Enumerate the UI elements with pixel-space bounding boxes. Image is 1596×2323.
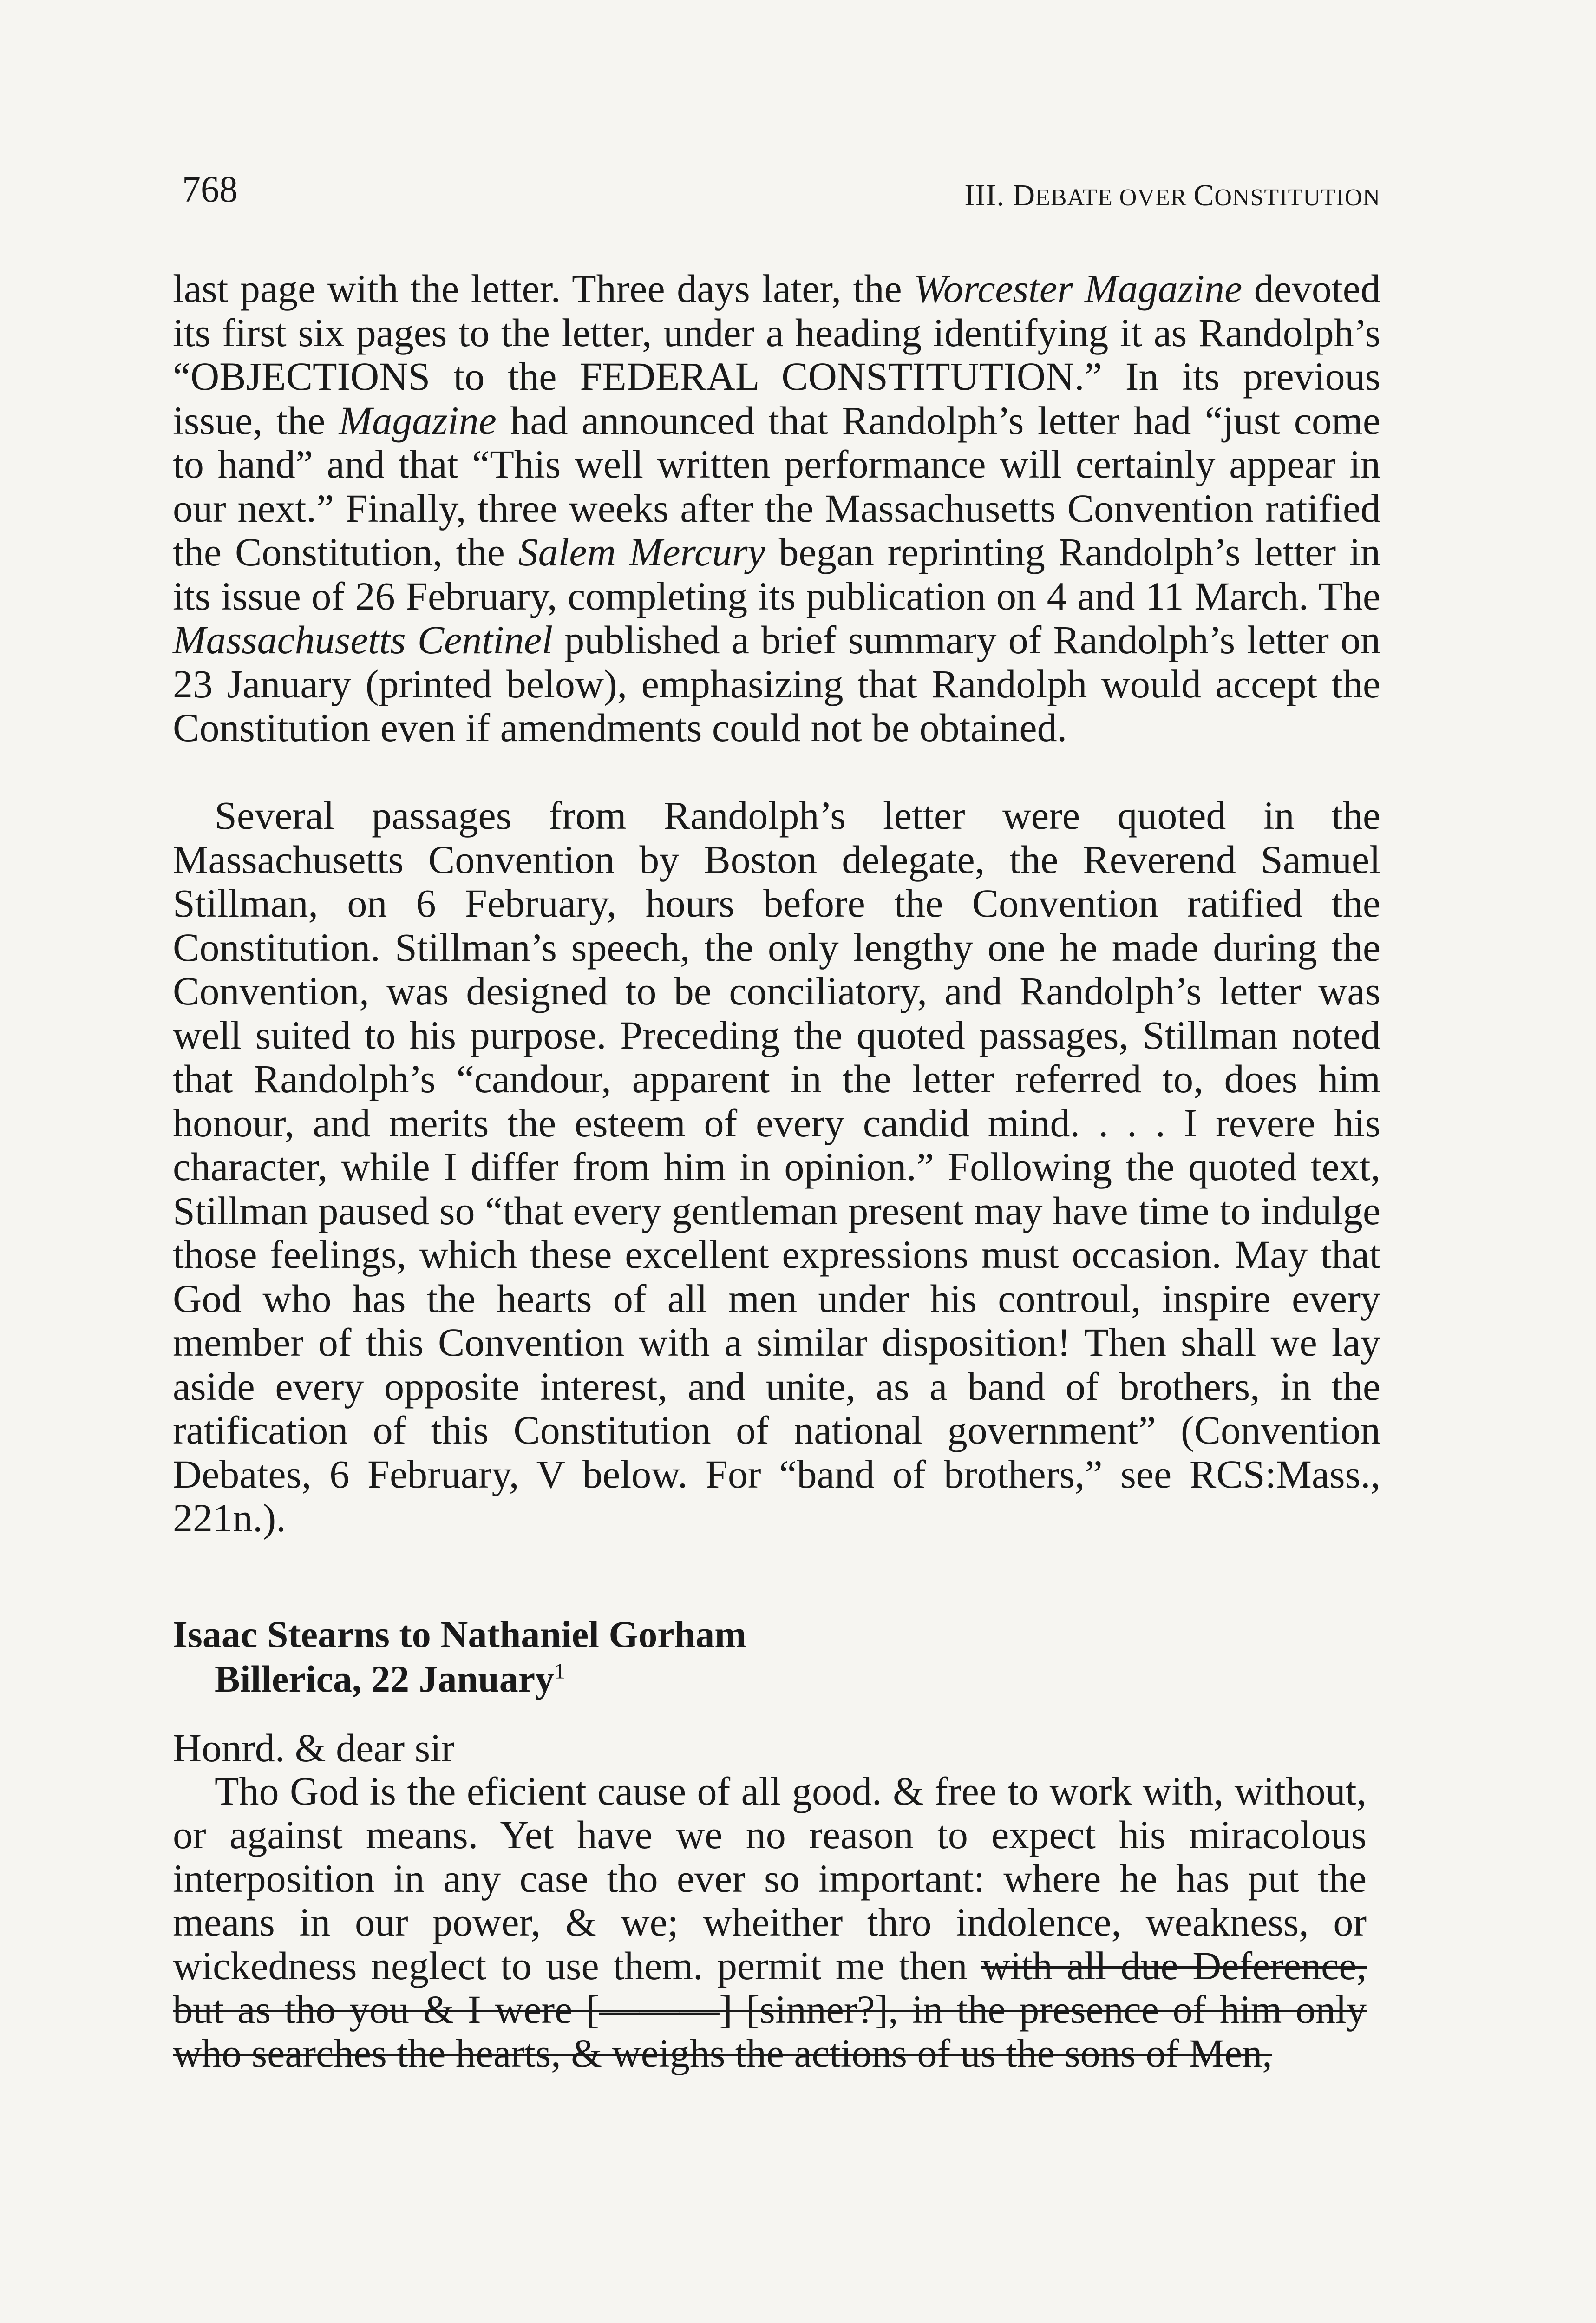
struck-text: with all due Deference, but as tho you & I were [———] [sinner?], in the presence of him only who searches the hearts, & weighs the actions of us the sons of Men,	[173, 1943, 1367, 2075]
page-number: 768	[182, 169, 238, 210]
intro-paragraph-1	[173, 267, 1380, 750]
text-run: published a brief summary of Randolph’s letter on 23 January (printed below), emphasizing that Randolph would accept the Constitution even if amendments could not be obtained.	[173, 617, 1380, 750]
italic-title: Worcester Magazine	[914, 266, 1243, 311]
text-run: had announced that Randolph’s letter had “just come to hand” and that “This well written performance will certainly appear in our next.” Finally, three weeks after the Massachusetts Convention ratified the Constitution, the	[173, 398, 1380, 574]
paragraph-text	[173, 267, 1380, 750]
letter-paragraph	[173, 1769, 1367, 2075]
footnote-mark: 1	[554, 1659, 566, 1684]
heading-line-2	[173, 1657, 746, 1701]
text-run: devoted its first six pages to the letter, under a heading identifying it as Randolph’s “OBJECTIONS to the FEDERAL CONSTITUTION.” In its previous issue, the	[173, 266, 1380, 443]
document-heading	[173, 1612, 746, 1701]
paragraph-text: Several passages from Randolph’s letter were quoted in the Massachusetts Convention by Boston delegate, the Reverend Samuel Stillman, on 6 February, hours before the Convention ratified the Constitution. Stillman’s speech, the only lengthy one he made during the Convention, was designed to be conciliatory, and Randolph’s letter was well suited to his purpose. Preceding the quoted passages, Stillman noted that Randolph’s “candour, apparent in the letter referred to, does him honour, and merits the esteem of every candid mind. . . . I revere his character, while I differ from him in opinion.” Following the quoted text, Stillman paused so “that every gentleman present may have time to indulge those feelings, which these excellent expressions must occasion. May that God who has the hearts of all men under his controul, inspire every member of this Convention with a similar disposition! Then shall we lay aside every opposite interest, and unite, as a band of brothers, in the ratification of this Constitution of national government” (Convention Debates, 6 February, V below. For “band of brothers,” see RCS:Mass., 221n.).	[173, 793, 1380, 1540]
italic-title: Salem Mercury	[518, 530, 765, 574]
running-head	[964, 180, 1380, 211]
italic-title: Massachusetts Centinel	[173, 617, 553, 662]
letter-salutation: Honrd. & dear sir	[173, 1726, 455, 1770]
running-head-word1-cap: D	[1013, 178, 1036, 212]
letter-body	[173, 1769, 1367, 2075]
italic-title: Magazine	[339, 398, 497, 443]
running-head-word3-cap: C	[1193, 178, 1215, 212]
letter-text: Tho God is the eficient cause of all good. & free to work with, without, or against means. Yet have we no reason to expect his miracolous interposition in any case tho ever so important: where he has put the means in our power, & we; wheither thro indolence, weakness, or wickedness neglect to use them. permit me then	[173, 1769, 1367, 1988]
running-head-word2: OVER	[1112, 184, 1194, 211]
heading-place-date: Billerica, 22 January	[215, 1658, 555, 1700]
running-head-part: III.	[964, 178, 1013, 212]
heading-line-1: Isaac Stearns to Nathaniel Gorham	[173, 1613, 746, 1655]
text-run: began reprinting Randolph’s letter in its issue of 26 February, completing its publication on 4 and 11 March. The	[173, 530, 1380, 618]
running-head-word3-rest: ONSTITUTION	[1214, 184, 1380, 211]
running-head-word1-rest: EBATE	[1035, 184, 1113, 211]
intro-paragraph-2	[173, 794, 1380, 1540]
text-run: last page with the letter. Three days later, the	[173, 266, 914, 311]
